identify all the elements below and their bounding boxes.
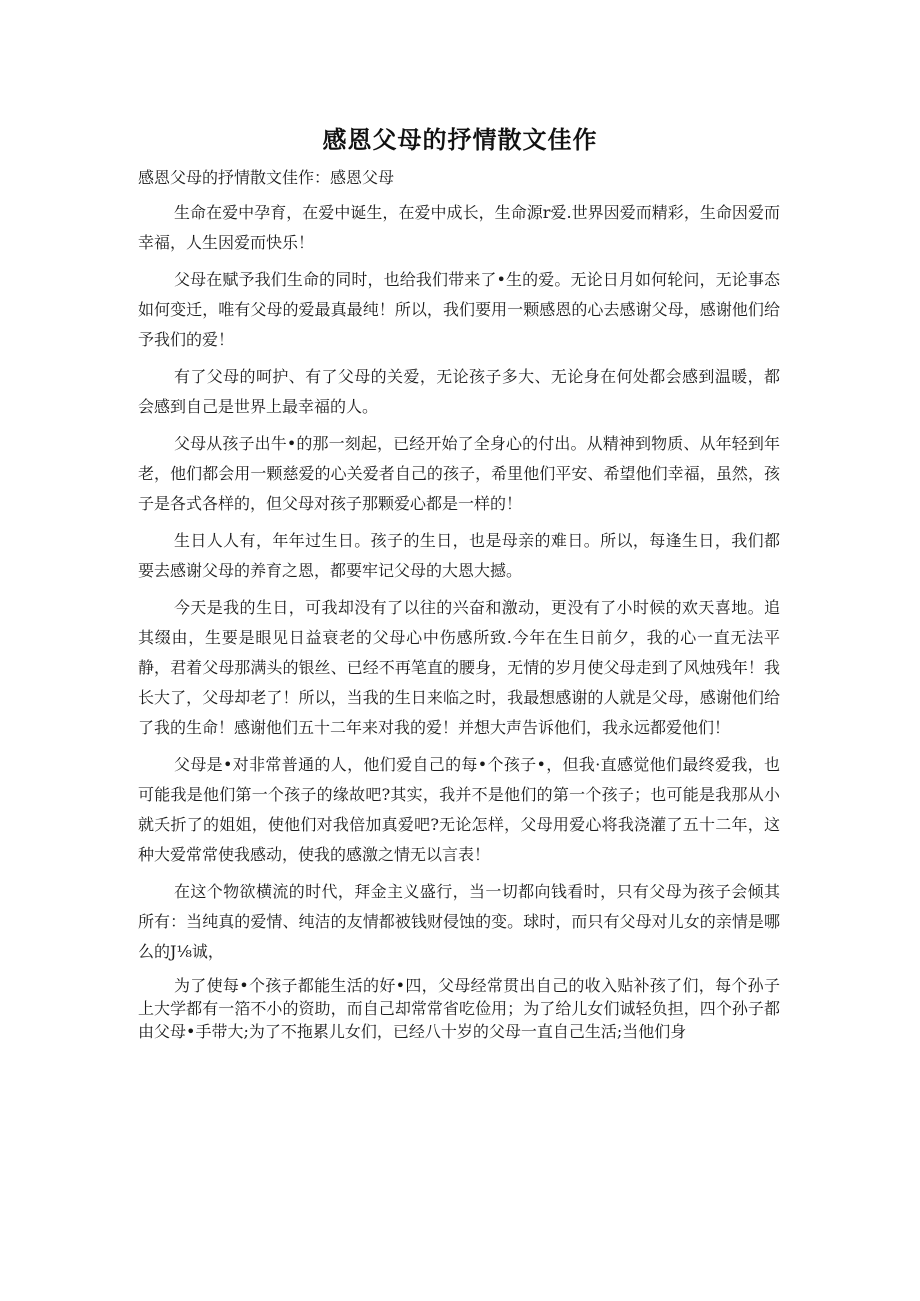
paragraph: 生日人人有，年年过生日。孩子的生日，也是母亲的难日。所以，每逢生日，我们都要去感谢父母的养育之恩，都要牢记父母的大恩大撼。 [138,531,780,580]
document-title: 感恩父母的抒情散文佳作 [322,126,598,154]
paragraph: 为了使每•个孩子都能生活的好•四，父母经常贯出自己的收入贴补孩了们，每个孙子上大学都有一箔不小的资助，而自己却常常省吃俭用；为了给儿女们诚轻负担，四个孙子都由父母•手带大;为了不拖累儿女们，已经八十岁的父母一直自己生活;当他们身 [138,976,780,1041]
paragraph: 今天是我的生日，可我却没有了以往的兴奋和激动，更没有了小时候的欢天喜地。追其缀由，生要是眼见日益衰老的父母心中伤感所致.今年在生日前夕，我的心一直无法平静，君着父母那满头的银丝、已经不再笔直的腰身，无情的岁月使父母走到了风烛残年！我长大了，父母却老了！所以，当我的生日来临之时，我最想感谢的人就是父母，感谢他们给了我的生命！感谢他们五十二年来对我的爱！并想大声告诉他们，我永远都爱他们！ [138,598,780,737]
paragraph: 父母在赋予我们生命的同时，也给我们带来了•生的爱。无论日月如何轮问，无论事态如何变迁，唯有父母的爱最真最纯！所以，我们要用一颗感恩的心去感谢父母，感谢他们给予我们的爱！ [138,270,780,349]
document-body [138,198,780,1050]
paragraph: 有了父母的呵护、有了父母的关爱，无论孩子多大、无论身在何处都会感到温暖，都会感到自己是世界上最幸福的人。 [138,367,780,416]
document-subtitle: 感恩父母的抒情散文佳作：感恩父母 [138,168,395,187]
paragraph: 父母是•对非常普通的人，他们爱自己的每•个孩子•，但我·直感觉他们最终爱我，也可能我是他们第一个孩子的缘故吧?其实，我并不是他们的第一个孩子；也可能是我那从小就夭折了的姐姐，使他们对我倍加真爱吧?无论怎样，父母用爱心将我浇灌了五十二年，这种大爱常常使我感动，使我的感激之情无以言表！ [138,755,780,864]
paragraph: 父母从孩子出牛•的那一刻起，已经开始了全身心的付出。从精神到物质、从年轻到年老，他们都会用一颗慈爱的心关爱者自己的孩子，希里他们平安、希望他们幸福，虽然，孩子是各式各样的，但父母对孩子那颗爱心都是一样的！ [138,434,780,513]
paragraph: 生命在爱中孕育，在爱中诞生，在爱中成长，生命源r爱.世界因爱而精彩，生命因爱而幸福，人生因爱而快乐！ [138,203,780,252]
paragraph: 在这个物欲横流的时代，拜金主义盛行，当一切都向钱看时，只有父母为孩子会倾其所有：当纯真的爱情、纯洁的友情都被钱财侵蚀的变。球时，而只有父母对儿女的亲情是哪么的J⅛诚， [138,882,780,961]
